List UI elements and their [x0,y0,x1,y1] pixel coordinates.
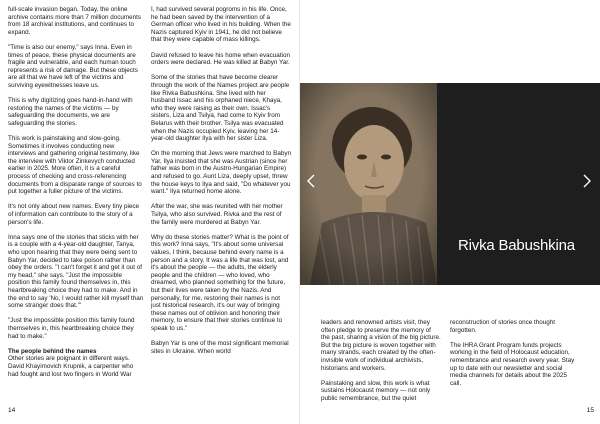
portrait-photo [300,83,437,285]
paragraph: After the war, she was reunited with her mother Tsilya, who also survived. Rivka and the rest of the family were murdered at Babyn Yar. [151,203,283,226]
paragraph: reconstruction of stories once thought forgotten. [450,319,556,334]
paragraph: On the morning that Jews were marched to Babyn Yar, Ilya insisted that she was Austrian (since her father was born in the Austro-Hungarian Empire) and refused to go. Aunt Liza, deeply upset, threw the house keys to Ilya and said, "Do whatever you want." Ilya returned home alone. [151,150,292,196]
paragraph: Inna says one of the stories that sticks with her is a couple with a 4-year-old daughter, Tanya, who upon hearing that they were being sent to Babyn Yar, decided to take poison rather than obey the orders. "I can't forget it and get it out of my head," she says. "Just the impossible position this family found themselves in, this heartbreaking choice they had to make. And in the end to say 'No, I would rather kill myself than some stranger does that.'" [8,233,144,310]
right-page-column-1 [321,319,441,403]
page-number: 14 [8,407,16,414]
photo-carousel [300,83,600,285]
paragraph: Some of the stories that have become clearer through the work of the Names project are people like Rivka Babushkina. She lived with her husband Issac and his orphaned niece, Khaya, who they were raising as their own. Issac's sisters, Liza and Tsilya, had come to Kyiv from Belarus with their brother. Tsilya was evacuated when the Nazis occupied Kyiv, leaving her 14-year-old daughter Ilya with her sister Liza. [151,74,290,143]
chevron-right-icon [583,174,591,188]
photo-caption: Rivka Babushkina [458,237,575,254]
section-heading: The people behind the names [8,347,97,355]
paragraph: The IHRA Grant Program funds projects working in the field of Holocaust education, remembrance and research every year. Stay up to date with our newsletter and social media channels for details about the 2025 call. [450,341,575,387]
paragraph: Painstaking and slow, this work is what sustains Holocaust memory — not only public remembrance, but the quiet [321,379,431,402]
paragraph: It's not only about new names. Every tiny piece of information can contribute to the story of a person's life. [8,203,140,226]
pull-quote: "Just the impossible position this family found themselves in, this heartbreaking choice they had to make." [8,317,135,340]
paragraph: Other stories are poignant in different ways. David Khayimovich Krupnik, a carpenter who had fought and lost two fingers in World War [8,355,134,378]
paragraph: This is why digitizing goes hand-in-hand with restoring the names of the victims — by safeguarding the documents, we are safeguarding the stories. [8,97,133,127]
left-page-column-1 [8,6,144,378]
paragraph: full-scale invasion began. Today, the online archive contains more than 7 million documents from 18 archival institutions, and continues to expand. [8,6,142,36]
left-page-column-2 [151,6,291,355]
chevron-left-icon [307,174,315,188]
carousel-prev-button[interactable] [304,171,318,191]
paragraph: Why do these stories matter? What is the point of this work? Inna says, "It's about some universal values, I think, because behind every name is a person and a story. It was a life that was lost, and it's about the people — the adults, the elderly people and the children — who loved, who dreamed, who planned something for the future, but their lives were taken by the Nazis. And personally, for me, restoring their names is not just historical research, it's our way of bringing these names out of oblivion and honoring their memory, to ensure that their stories continue to speak to us." [151,233,289,332]
paragraph: I, had survived several pogroms in his life. Once, he had been saved by the intervention of a German officer who lived in his building. When the Nazis captured Kyiv in 1941, he did not believe that they were capable of mass killings. [151,6,291,44]
paragraph: "Time is also our enemy," says Inna. Even in times of peace, these physical documents are fragile and vulnerable, and each human touch represents a risk of damage. But these objects are all that we have left of the victims and surviving eyewitnesses leave us. [8,43,138,89]
carousel-next-button[interactable] [580,171,594,191]
paragraph: leaders and renowned artists visit, they often pledge to preserve the memory of the past, sharing a vision of the big picture. But the big picture is woven together with many strands, each created by the often-invisible work of individual archivists, historians and workers. [321,319,441,372]
paragraph: David refused to leave his home when evacuation orders were declared. He was killed at Babyn Yar. [151,51,290,67]
right-page-column-2 [450,319,576,387]
paragraph: Babyn Yar is one of the most significant memorial sites in Ukraine. When world [151,340,289,355]
portrait-illustration [300,83,437,285]
page-number: 15 [586,407,594,414]
paragraph: This work is painstaking and slow-going. Sometimes it involves conducting new interviews and gathering original testimony, like the interview with Viktor Zinkevych conducted earlier in 2025. More often, it is a careful process of checking and cross-referencing documents from a disparate range of sources to put together a fuller picture of the victims. [8,135,142,196]
